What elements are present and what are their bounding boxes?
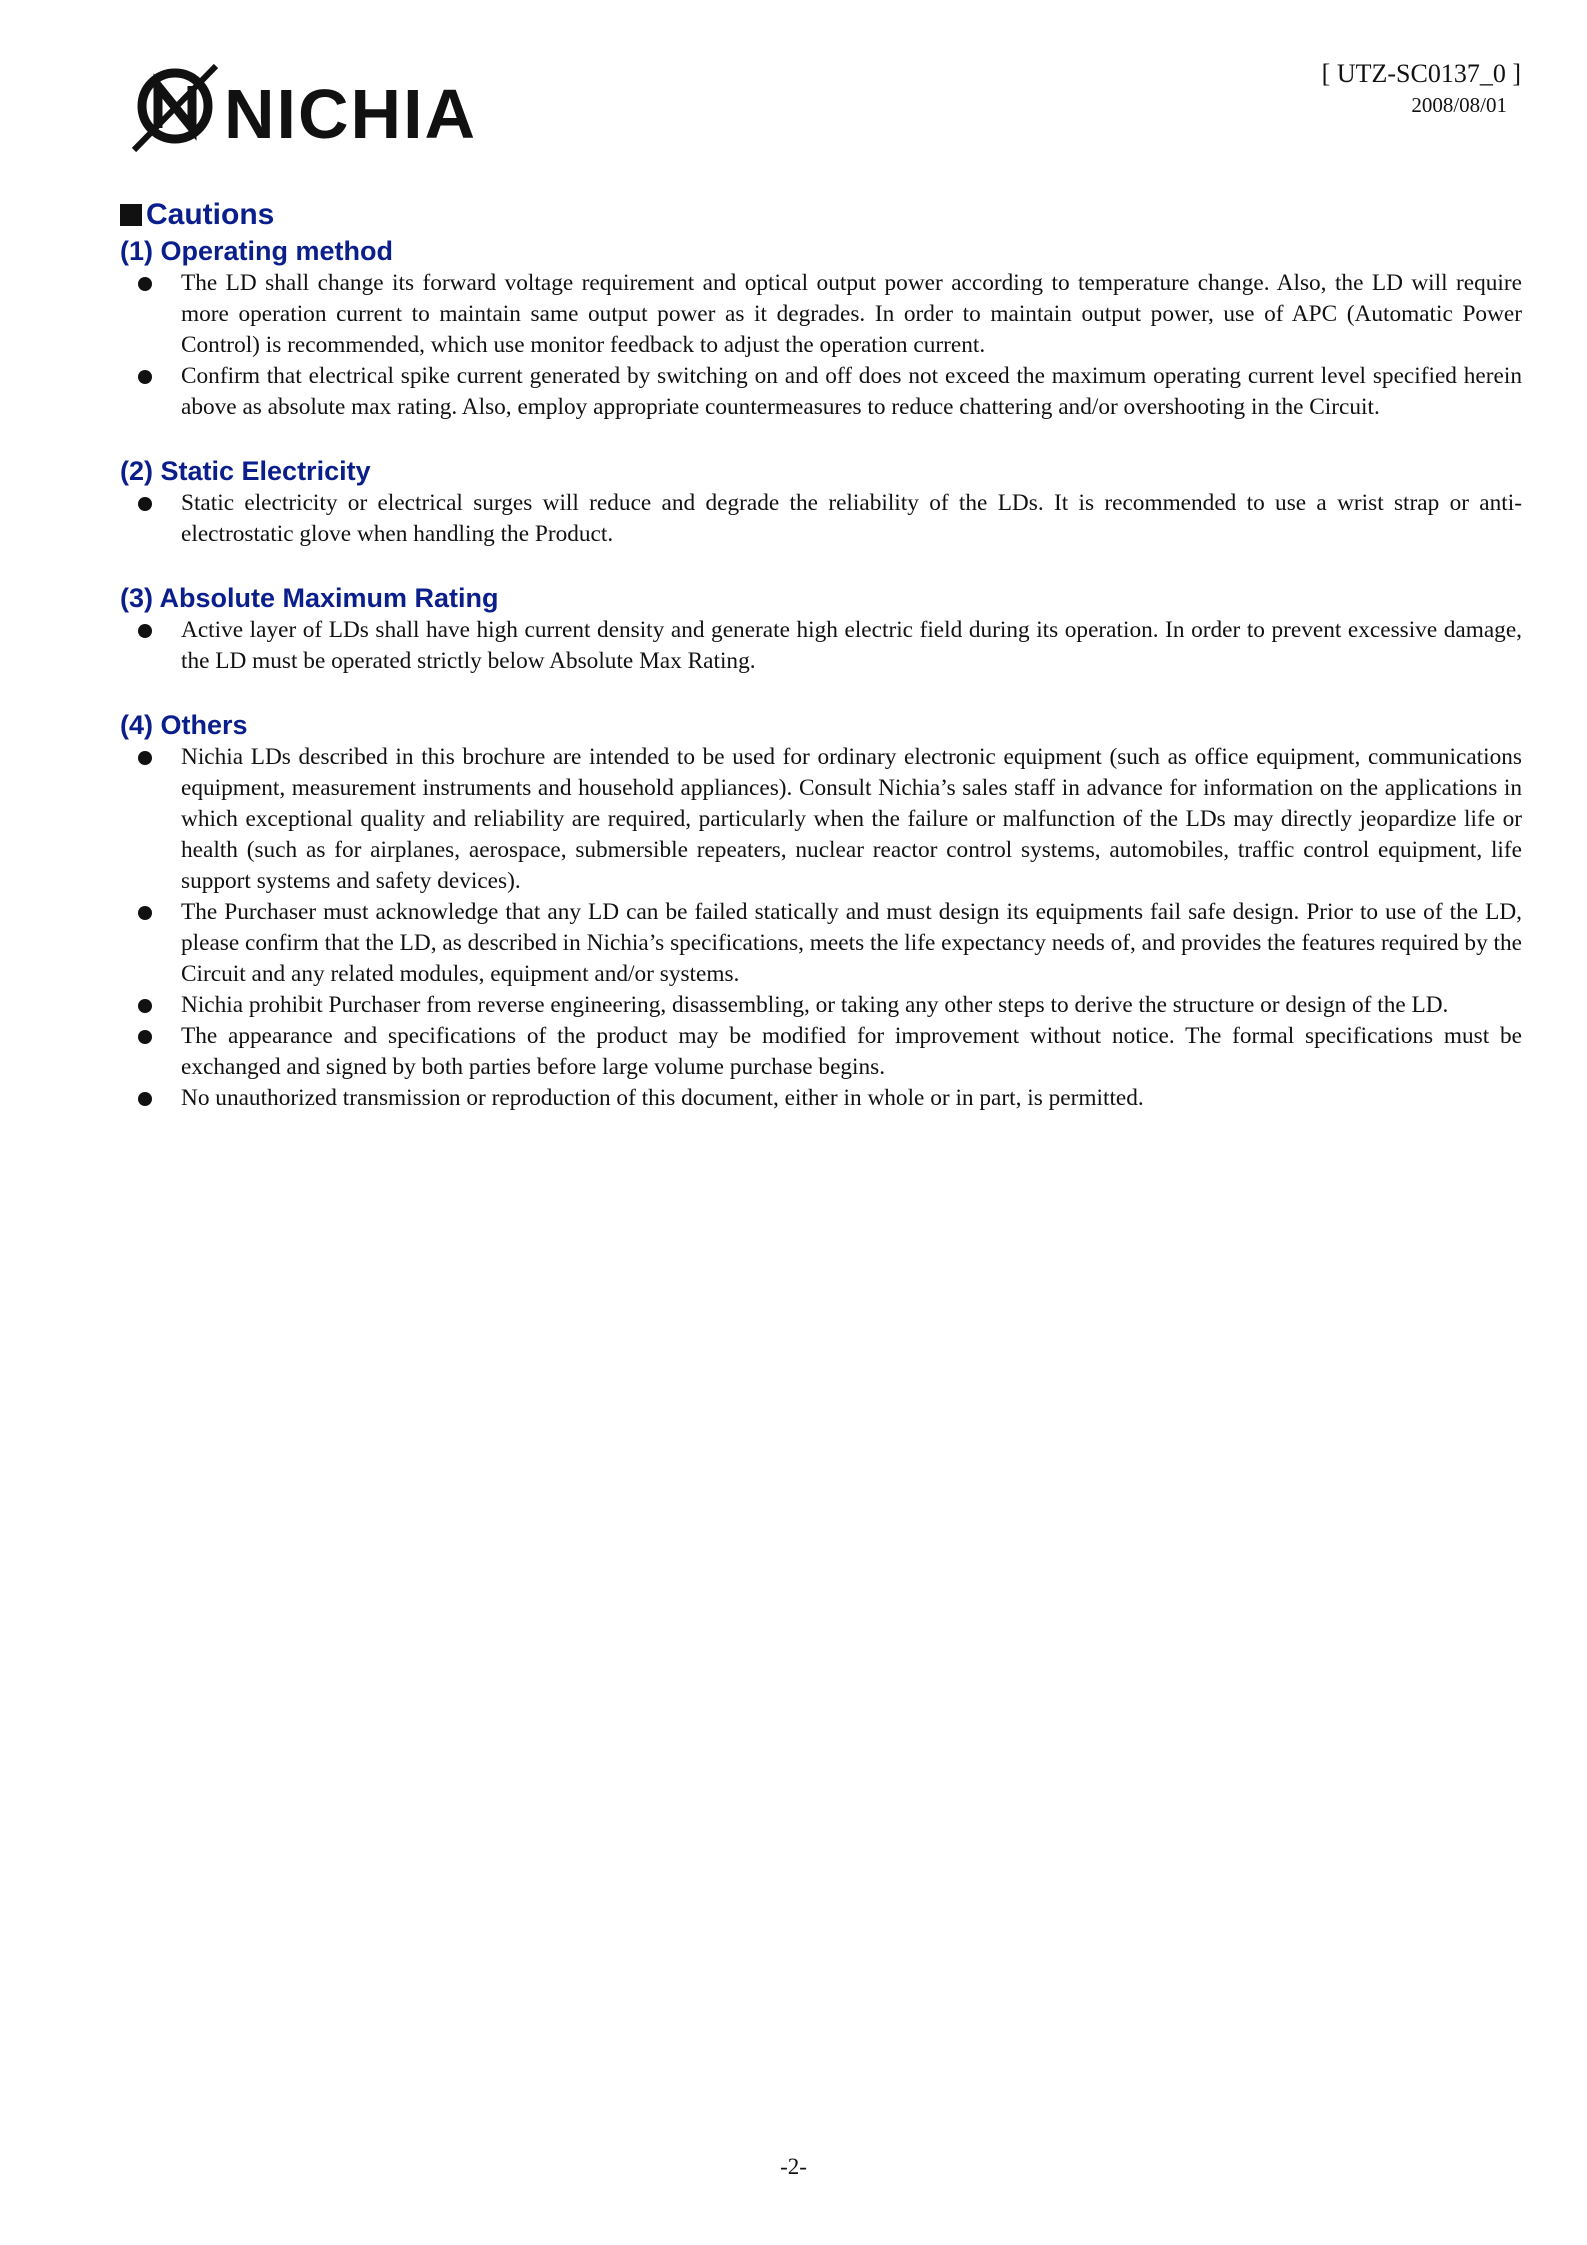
document-date: 2008/08/01 [1411, 93, 1507, 118]
list-item-text: The Purchaser must acknowledge that any LD can be failed statically and must design its equipments fail safe design. Prior to use of the LD, please confirm that the LD, as described in Nichia’s specifications, meets the life expectancy needs of, and provides the features required by the Circuit and any related modules, equipment and/or systems. [181, 899, 1523, 987]
list-item-text: The appearance and specifications of the product may be modified for improvement without notice. The formal specifications must be exchanged and signed by both parties before large volume purchase begins. [181, 1023, 1522, 1080]
bullet-icon [138, 497, 152, 511]
list-item [120, 268, 1522, 361]
list-item-text: Nichia LDs described in this brochure are intended to be used for ordinary electronic equipment (such as office equipment, communications equipment, measurement instruments and household appliances). Consult Nichia’s sales staff in advance for information on the applications in which exceptional quality and reliability are required, particularly when the failure or malfunction of the LDs may directly jeopardize life or health (such as for airplanes, aerospace, submersible repeaters, nuclear reactor control systems, automobiles, traffic control equipment, life support systems and safety devices). [181, 744, 1522, 894]
document-code: [ UTZ-SC0137_0 ] [1321, 59, 1521, 88]
list-item [120, 990, 1522, 1021]
section-title: (4) Others [120, 710, 248, 740]
bullet-icon [138, 277, 152, 291]
cautions-heading-text: Cautions [146, 198, 275, 231]
nichia-logo [128, 62, 528, 154]
bullet-icon [138, 1092, 152, 1106]
section-static-electricity [120, 454, 1522, 550]
bullet-list [120, 615, 1522, 677]
logo-wordmark: NICHIA [224, 75, 478, 153]
bullet-icon [138, 906, 152, 920]
bullet-icon [138, 999, 152, 1013]
bullet-icon [138, 370, 152, 384]
section-absolute-maximum-rating [120, 581, 1522, 677]
list-item-text: Confirm that electrical spike current generated by switching on and off does not exceed the maximum operating current level specified herein above as absolute max rating. Also, employ appropriate countermeasures to reduce chattering and/or overshooting in the Circuit. [181, 363, 1522, 420]
list-item-text: Nichia prohibit Purchaser from reverse engineering, disassembling, or taking any other steps to derive the structure or design of the LD. [181, 992, 1449, 1018]
section-title: (3) Absolute Maximum Rating [120, 583, 499, 613]
section-title: (1) Operating method [120, 236, 394, 266]
list-item-text: No unauthorized transmission or reproduction of this document, either in whole or in part, is permitted. [181, 1085, 1144, 1111]
section-title: (2) Static Electricity [120, 456, 371, 486]
document-reference [1322, 58, 1521, 118]
bullet-icon [138, 624, 152, 638]
bullet-icon [138, 1030, 152, 1044]
list-item [120, 361, 1522, 423]
cautions-content [120, 196, 1522, 1114]
bullet-list [120, 268, 1522, 423]
list-item [120, 897, 1522, 990]
list-item [120, 488, 1522, 550]
page-number: -2- [780, 2154, 807, 2179]
bullet-list [120, 488, 1522, 550]
section-operating-method [120, 234, 1522, 423]
bullet-list [120, 742, 1522, 1114]
list-item-text: Active layer of LDs shall have high current density and generate high electric field during its operation. In order to prevent excessive damage, the LD must be operated strictly below Absolute Max Rating. [181, 617, 1522, 674]
bullet-icon [138, 751, 152, 765]
cautions-heading [120, 196, 1522, 234]
list-item-text: Static electricity or electrical surges will reduce and degrade the reliability of the LDs. It is recommended to use a wrist strap or anti-electrostatic glove when handling the Product. [181, 490, 1522, 547]
list-item [120, 615, 1522, 677]
section-others [120, 708, 1522, 1114]
list-item [120, 1083, 1522, 1114]
list-item [120, 742, 1522, 897]
list-item-text: The LD shall change its forward voltage requirement and optical output power according to temperature change. Also, the LD will require more operation current to maintain same output power as it degrades. In order to maintain output power, use of APC (Automatic Power Control) is recommended, which use monitor feedback to adjust the operation current. [181, 270, 1522, 358]
square-bullet-icon [120, 204, 142, 226]
list-item [120, 1021, 1522, 1083]
